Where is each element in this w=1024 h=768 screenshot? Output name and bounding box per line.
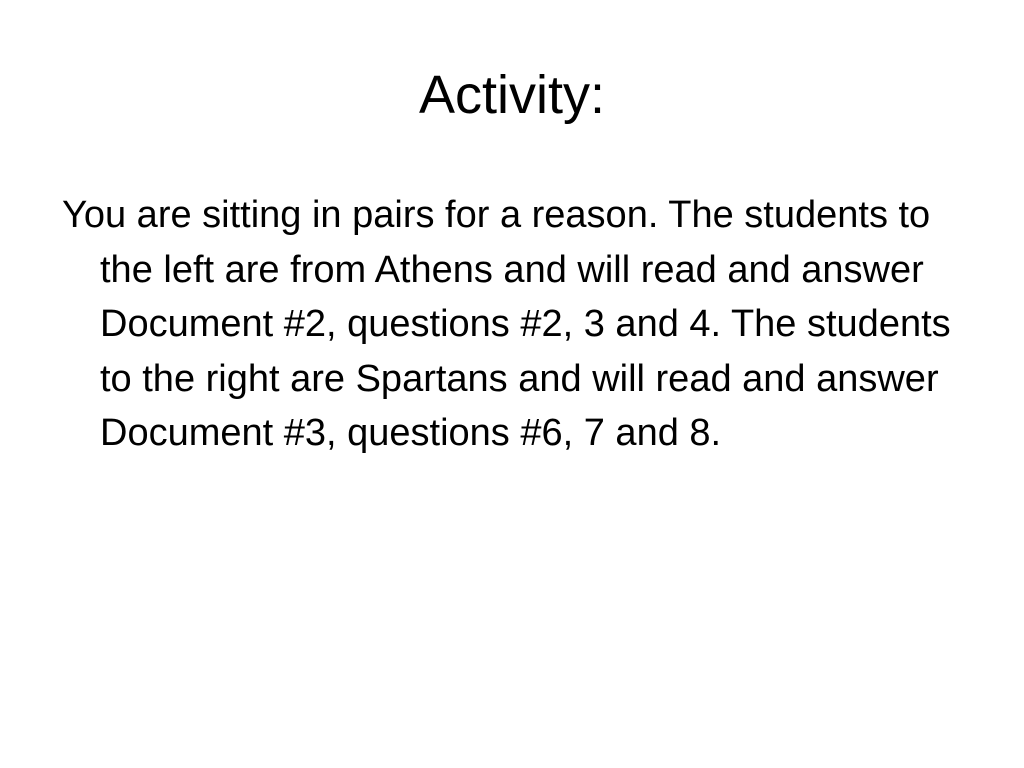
body-paragraph: You are sitting in pairs for a reason. The students to the left are from Athens and will read and answer Document #2, questions #2, 3 and 4. The students to the right are Spartans and will read and answer Document #3, questions #6, 7 and 8. bbox=[62, 194, 951, 454]
slide-title: Activity: bbox=[418, 65, 606, 125]
slide-body bbox=[62, 188, 972, 461]
